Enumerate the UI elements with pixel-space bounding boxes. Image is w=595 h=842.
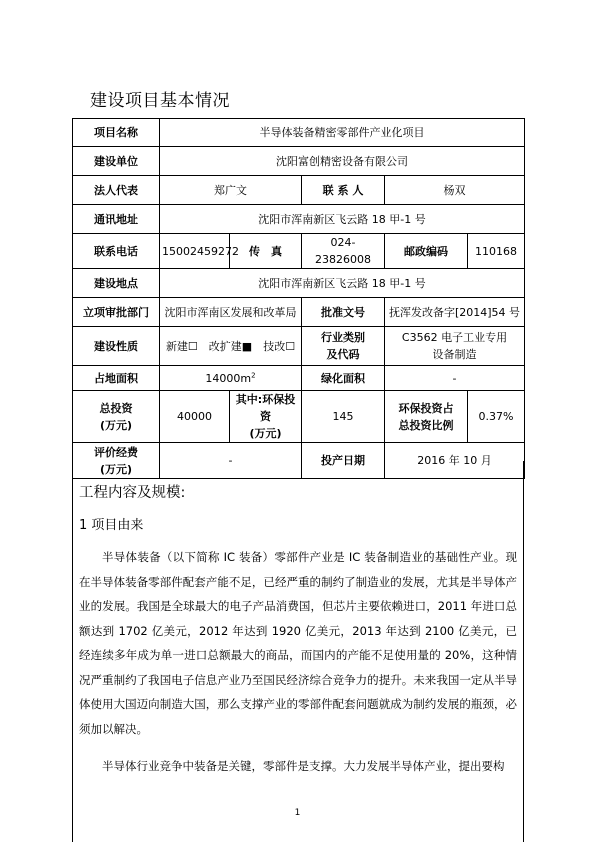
nature-label: 建设性质 xyxy=(73,327,160,366)
industry-value xyxy=(385,327,525,366)
total-inv-label-line1: 总投资 xyxy=(99,401,133,415)
row-unit xyxy=(73,147,525,176)
eval-fee-label-line2: (万元) xyxy=(99,462,133,476)
contact-label: 联 系 人 xyxy=(302,176,385,205)
approval-dept-label: 立项审批部门 xyxy=(73,298,160,327)
unit-value: 沈阳富创精密设备有限公司 xyxy=(160,147,525,176)
approval-dept-value: 沈阳市浑南区发展和改革局 xyxy=(160,298,302,327)
site-value: 沈阳市浑南新区飞云路 18 甲-1 号 xyxy=(160,269,525,298)
industry-label xyxy=(302,327,385,366)
fax-value: 024-23826008 xyxy=(302,234,385,269)
total-inv-value: 40000 xyxy=(160,391,230,443)
row-project-name xyxy=(73,119,525,147)
row-site xyxy=(73,269,525,298)
ratio-label xyxy=(385,391,468,443)
row-nature xyxy=(73,327,525,366)
eval-fee-label-line1: 评价经费 xyxy=(94,445,138,459)
content-paragraph-1: 半导体装备（以下简称 IC 装备）零部件产业是 IC 装备制造业的基础性产业。现在半导体装备零部件配套产能不足，已经严重的制约了制造业的发展，尤其是半导体产业的发展。我国是全球最大的电子产品消费国，但芯片主要依赖进口，2011 年进口总额达到 1702 亿美元，2012 年达到 1920 亿美元，2013 年达到 2100 亿美元，已经连续多年成为单一进口总额最大的商品，而国内的产能不足使用量的 20%，这种情况严重制约了我国电子信息产业乃至国民经济综合竞争力的提升。未来我国一定从半导体使用大国迈向制造大国，那么支撑产业的零部件配套问题就成为制约发展的瓶颈，必须加以解决。 xyxy=(79,550,517,736)
green-label: 绿化面积 xyxy=(302,366,385,391)
prod-date-value: 2016 年 10 月 xyxy=(385,443,525,479)
postcode-value: 110168 xyxy=(468,234,525,269)
section-title: 建设项目基本情况 xyxy=(90,91,230,111)
area-label: 占地面积 xyxy=(73,366,160,391)
env-inv-label-line2: (万元) xyxy=(249,427,282,440)
page-number: 1 xyxy=(294,808,301,818)
row-phone xyxy=(73,234,525,269)
row-legal-rep xyxy=(73,176,525,205)
fax-label: 传 真 xyxy=(230,234,302,269)
approval-no-value: 抚浑发改备字[2014]54 号 xyxy=(385,298,525,327)
ratio-value: 0.37% xyxy=(468,391,525,443)
project-content-section xyxy=(72,461,524,842)
legal-rep-label: 法人代表 xyxy=(73,176,160,205)
area-number: 14000m xyxy=(205,371,252,385)
contact-value: 杨双 xyxy=(385,176,525,205)
env-inv-label xyxy=(230,391,302,443)
env-inv-label-line1: 其中:环保投资 xyxy=(235,393,296,423)
project-info-table xyxy=(72,118,525,479)
phone-value: 15002459272 xyxy=(160,234,230,269)
eval-fee-value: - xyxy=(160,443,302,479)
row-area xyxy=(73,366,525,391)
phone-label: 联系电话 xyxy=(73,234,160,269)
row-investment xyxy=(73,391,525,443)
approval-no-label: 批准文号 xyxy=(302,298,385,327)
area-unit-sup: 2 xyxy=(251,370,256,379)
row-approval xyxy=(73,298,525,327)
industry-value-line1: C3562 电子工业专用 xyxy=(401,331,508,344)
prod-date-label: 投产日期 xyxy=(302,443,385,479)
address-value: 沈阳市浑南新区飞云路 18 甲-1 号 xyxy=(160,205,525,234)
row-address xyxy=(73,205,525,234)
content-subheading: 1 项目由来 xyxy=(79,518,144,533)
address-label: 通讯地址 xyxy=(73,205,160,234)
legal-rep-value: 郑广文 xyxy=(160,176,302,205)
content-heading: 工程内容及规模: xyxy=(79,485,186,501)
content-paragraph-2: 半导体行业竞争中装备是关键，零部件是支撑。大力发展半导体产业，提出要构 xyxy=(102,759,505,773)
total-inv-label-line2: (万元) xyxy=(99,418,133,432)
ratio-label-line1: 环保投资占 xyxy=(398,401,454,415)
project-name-label: 项目名称 xyxy=(73,119,160,147)
green-value: - xyxy=(385,366,525,391)
project-name-value: 半导体装备精密零部件产业化项目 xyxy=(160,119,525,147)
total-inv-label xyxy=(73,391,160,443)
nature-options: 新建☐ 改扩建■ 技改☐ xyxy=(160,327,302,366)
unit-label: 建设单位 xyxy=(73,147,160,176)
env-inv-value: 145 xyxy=(302,391,385,443)
industry-label-line2: 及代码 xyxy=(326,348,360,361)
postcode-label: 邮政编码 xyxy=(385,234,468,269)
industry-value-line2: 设备制造 xyxy=(432,348,477,361)
site-label: 建设地点 xyxy=(73,269,160,298)
area-value xyxy=(160,366,302,391)
industry-label-line1: 行业类别 xyxy=(321,331,365,344)
ratio-label-line2: 总投资比例 xyxy=(398,418,454,432)
